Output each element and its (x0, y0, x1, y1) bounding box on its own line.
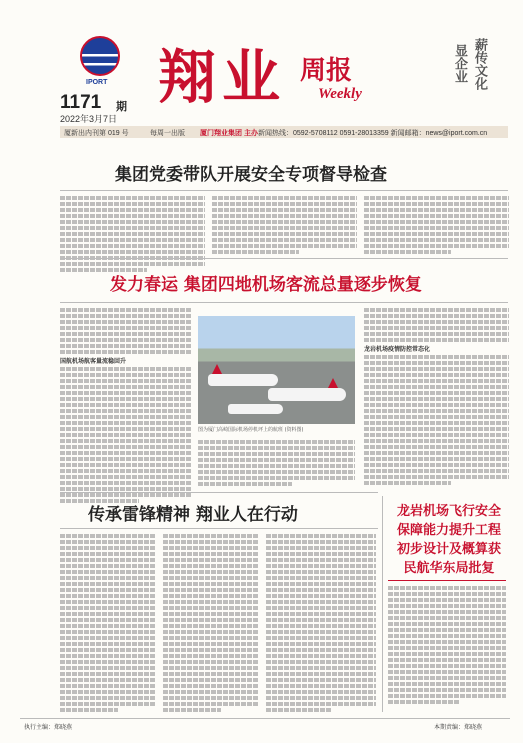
article1-headline: 集团党委带队开展安全专项督导检查 (115, 165, 387, 185)
article2-headline: 发力春运 集团四地机场客流总量逐步恢复 (110, 275, 422, 295)
iport-logo (80, 36, 120, 76)
article1-body-col2 (212, 196, 357, 256)
newspaper-title: 翔业 (158, 43, 287, 111)
divider (60, 258, 508, 259)
divider (60, 528, 378, 529)
logo-text: IPORT (86, 79, 108, 86)
article3-body-col2 (163, 534, 259, 714)
publication-frequency: 每周一出版 (150, 130, 185, 137)
airport-apron-photo (198, 316, 355, 424)
issue-number: 1171 (60, 92, 102, 113)
article2-body-col2 (198, 440, 355, 488)
divider (60, 492, 378, 493)
article1-body-col1 (60, 196, 205, 274)
article2-subhead-1: 国航机场航客量流稳回升 (60, 359, 127, 365)
executive-editor: 执行主编：郑晓燕 (24, 725, 73, 731)
divider (60, 190, 508, 191)
issue-date: 2022年3月7日 (60, 114, 118, 124)
article3-headline: 传承雷锋精神 翔业人在行动 (88, 505, 298, 525)
article2-body-col1 (60, 308, 192, 505)
motto-col-2: 显企业 (452, 44, 467, 83)
issue-editor: 本期责编：郑晓燕 (434, 725, 483, 731)
article4-headline: 龙岩机场飞行安全保障能力提升工程初步设计及概算获民航华东局批复 (396, 504, 501, 576)
newspaper-title-suffix: 周报 (300, 56, 353, 86)
article3-body-col3 (266, 534, 376, 714)
footer-rule (20, 718, 510, 719)
motto-col-1: 薪传文化 (472, 38, 487, 90)
divider (60, 302, 508, 303)
column-divider (382, 496, 383, 712)
article3-body-col1 (60, 534, 156, 714)
article4-body (388, 586, 506, 706)
article2-body-col3 (364, 308, 509, 487)
issue-unit: 期 (116, 101, 127, 113)
article2-subhead-2: 龙岩机场疫情防控常态化 (364, 347, 431, 353)
article1-body-col3 (364, 196, 509, 256)
news-hotline: 新闻热线：0592-5708112 0591-28013359 新闻邮箱：news@iport.com.cn (258, 130, 488, 137)
publisher: 厦门翔业集团 主办 (200, 130, 258, 137)
publication-number: 厦新出内刊第 019 号 (64, 130, 129, 137)
photo-caption: 图为厦门高崎国际机场停机坪上的航班 (资料图) (198, 427, 304, 433)
divider (388, 580, 506, 581)
weekly-label: Weekly (318, 86, 362, 102)
